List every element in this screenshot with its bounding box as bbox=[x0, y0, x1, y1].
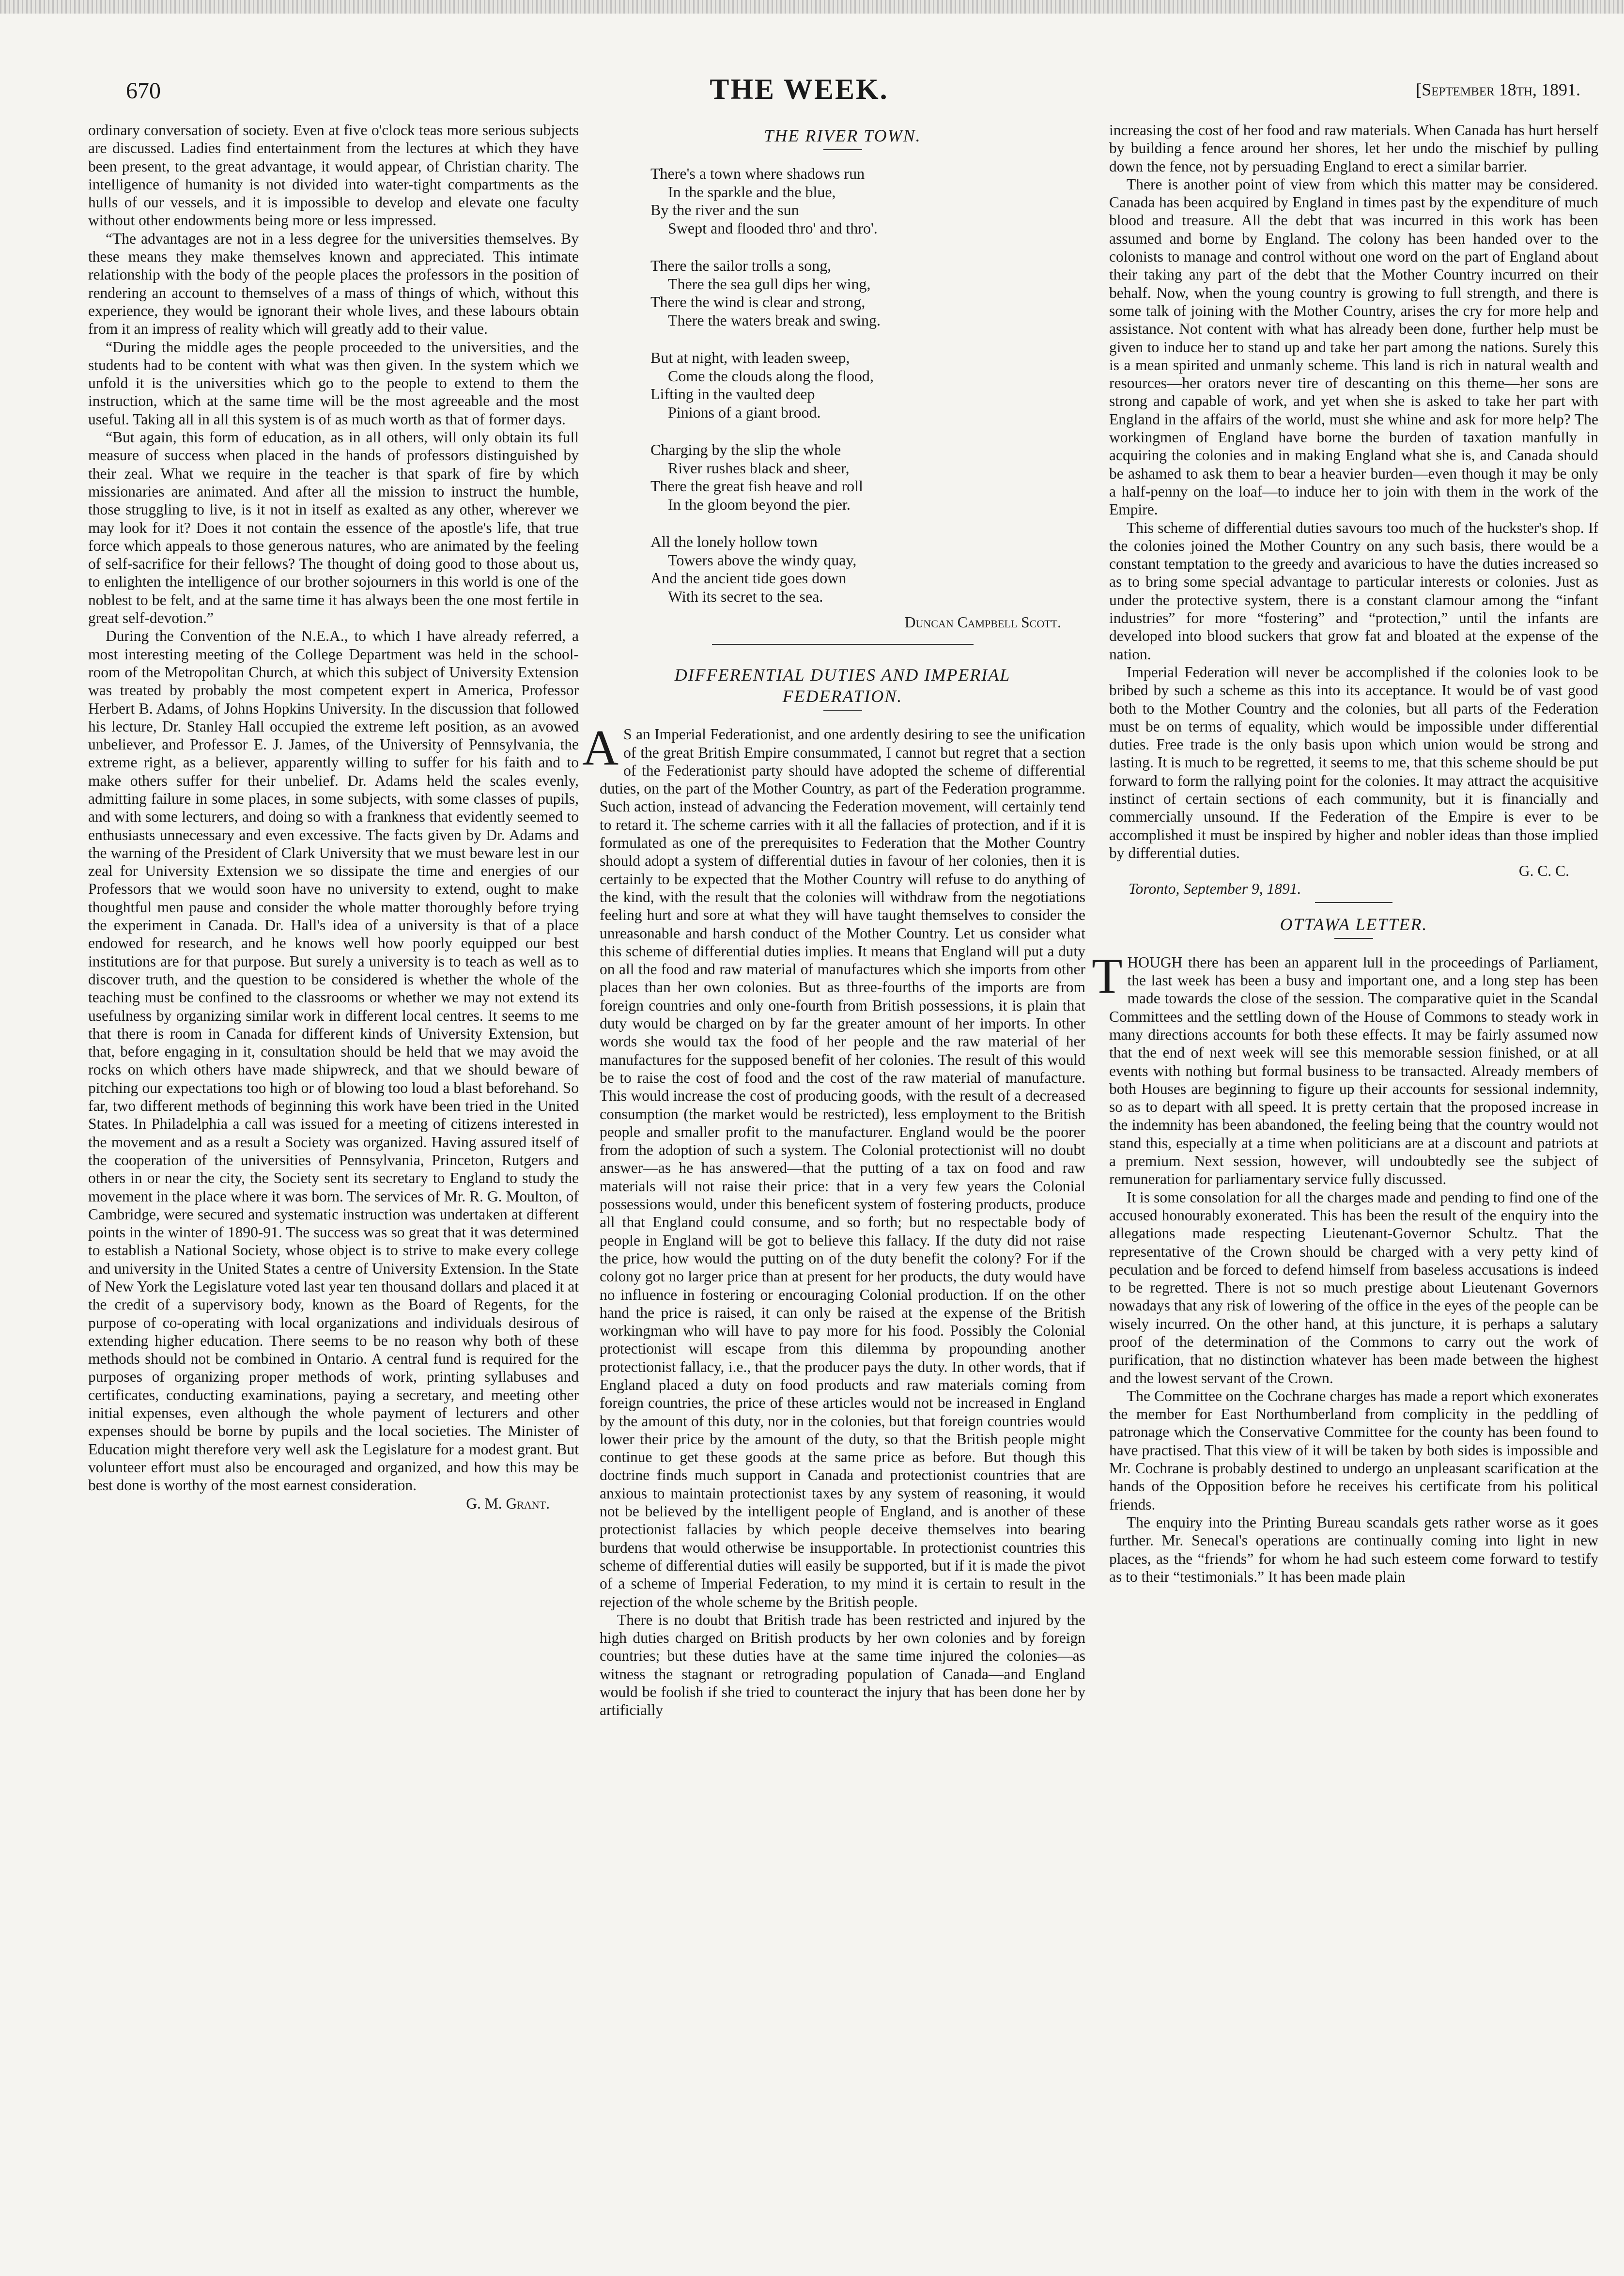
paragraph: “But again, this form of education, as in all others, will only obtain its full measure of success when placed in the hands of professors distinguished by their zeal. What we require in the teacher is that spark of fire by which missionaries are animated. And after all the mission to instruct the humble, those struggling to live, is it not in itself as exalted as any other, wherever we may look for it? Does it not contain the essence of the apostle's life, that true force which appeals to those generous natures, who are animated by the feeling of self-sacrifice for their fellows? The thought of doing good to those about us, to enlighten the intelligence of our brother sojourners in this world is one of the noblest to be felt, and at the same time it has always been the one most fertile in great self-devotion.” bbox=[88, 429, 579, 627]
poem-line: Swept and flooded thro' and thro'. bbox=[668, 219, 878, 237]
author-signature: G. C. C. bbox=[1518, 862, 1569, 880]
poem-line: There the waters break and swing. bbox=[668, 311, 881, 329]
paragraph: “During the middle ages the people proceeded to the universities, and the students had to be content with what was then given. In the system which we unfold it is the universities which go to the people to extend to them the instruction, which at the same time will be the most agreeable and the most useful. Taking all in all this system is of as much worth as that of former days. bbox=[88, 338, 579, 428]
column-right bbox=[1092, 121, 1598, 2262]
poem-line: Charging by the slip the whole bbox=[650, 441, 841, 458]
essay-title bbox=[600, 664, 1085, 707]
column-middle bbox=[582, 121, 1085, 2262]
page-header bbox=[0, 73, 1624, 111]
poem-line: There the sea gull dips her wing, bbox=[668, 275, 871, 293]
poem-stanza bbox=[650, 533, 1085, 606]
ottawa-title: OTTAWA LETTER. bbox=[1280, 914, 1428, 934]
poem-line: River rushes black and sheer, bbox=[668, 459, 850, 477]
poem-author: Duncan Campbell Scott. bbox=[904, 614, 1061, 631]
poem-stanza bbox=[650, 165, 1085, 237]
poem-line: Towers above the windy quay, bbox=[668, 551, 857, 569]
poem-stanza bbox=[650, 349, 1085, 421]
page-number: 670 bbox=[126, 78, 161, 104]
paragraph: “The advantages are not in a less degree for the universities themselves. By these means they make themselves known and appreciated. This intimate relationship with the body of the people places the professors in the position of rendering an account to themselves of a mass of things of which, without this experience, they would be ignorant their whole lives, and these labours obtain from it an impress of reality which will greatly add to their value. bbox=[88, 230, 579, 338]
paragraph: The Committee on the Cochrane charges has made a report which exonerates the member for East Northumberland from complicity in the peddling of patronage which the Conservative Committee for the county has been found to have practised. That this view of it will be taken by both sides is impossible and Mr. Cochrane is probably destined to undergo an unpleasant scarification at the hands of the Opposition before he receives his certificate from his political friends. bbox=[1109, 1387, 1598, 1513]
column-left bbox=[88, 121, 579, 2248]
poem bbox=[600, 165, 1085, 606]
paragraph: During the Convention of the N.E.A., to which I have already referred, a most interesting meeting of the College Department was held in the school-room of the Metropolitan Church, at which this subject of University Extension was treated by probably the most competent expert in America, Professor Herbert B. Adams, of Johns Hopkins University. In the discussion that followed his lecture, Dr. Stanley Hall occupied the extreme left position, as an avowed unbeliever, and Professor E. J. James, of the University of Pennsylvania, the extreme right, as a believer, apparently willing to suffer for his faith and to make others suffer for their unbelief. Dr. Adams held the scales evenly, admitting failure in some places, in some subjects, with some classes of pupils, and with some lecturers, and doing so with a frankness that evidently seemed to enthusiasts unnecessary and even excessive. The facts given by Dr. Adams and the warning of the President of Clark University that we must beware lest in our zeal for University Extension we so dissipate the time and energies of our Professors that we would soon have no university to extend, ought to make thoughtful men pause and consider the whole matter thoroughly before trying the experiment in Canada. Dr. Hall's idea of a university is that of a place endowed for research, and he knows well how poorly equipped our best institutions are for that purpose. But surely a university is to teach as well as to discover truth, and the question to be considered is whether the whole of the teaching must be confined to the classrooms or whether we may not extend its usefulness by organizing similar work in different local centres. It seems to me that there is room in Canada for different kinds of University Extension, but that, before engaging in it, consultation should be held that we may avoid the rocks on which others have made shipwreck, and that we should beware of pitching our expectations too high or of blowing too loud a blast beforehand. So far, two different methods of beginning this work have been tried in the United States. In Philadelphia a call was issued for a meeting of citizens interested in the movement and as a result a Society was organized. Having assured itself of the cooperation of the universities of Pennsylvania, Princeton, Rutgers and others in or near the city, the Society sent its secretary to England to study the movement in the place where it was born. The services of Mr. R. G. Moulton, of Cambridge, were secured and systematic instruction was undertaken at different points in the winter of 1890-91. The success was so great that it was determined to establish a National Society, whose object is to strive to make every college and university in the United States a centre of University Extension. In the State of New York the Legislature voted last year ten thousand dollars and placed it at the credit of a supervisory body, known as the Board of Regents, for the purpose of co-operating with local organizations and individuals desirous of extending higher education. There seems to be no reason why both of these methods should not be combined in Ontario. A central fund is required for the purposes of organizing proper methods of work, printing syllabuses and certificates, conducting examinations, paying a secretary, and meeting other initial expenses, even although the whole payment of lecturers and other expenses should be borne by pupils and the local societies. The Minister of Education might therefore very well ask the Legislature for a modest grant. But volunteer effort must also be encouraged and organized, and how this may be best done is worthy of the most earnest consideration. bbox=[88, 627, 579, 1494]
paragraph: The enquiry into the Printing Bureau scandals gets rather worse as it goes further. Mr. Senecal's operations are continually coming into light in new places, as the “friends” for whom he had such esteem come forward to testify as to their “testimonials.” It has been made plain bbox=[1109, 1513, 1598, 1585]
poem-stanza bbox=[650, 257, 1085, 329]
poem-line: By the river and the sun bbox=[650, 201, 799, 218]
drop-cap: T bbox=[1092, 948, 1123, 1004]
paragraph: ordinary conversation of society. Even at five o'clock teas more serious subjects are discussed. Ladies find entertainment from the lectures at which they have been present, to the great advantage, it would appear, of Christian charity. The intelligence of humanity is not divided into water-tight compartments as the hulls of our vessels, and it is impossible to develop and elevate one faculty without other endowments being more or less impressed. bbox=[88, 122, 579, 229]
paragraph: It is some consolation for all the charges made and pending to find one of the accused honourably exonerated. This has been the result of the enquiry into the allegations made respecting Lieutenant-Governor Schultz. That the representative of the Crown should be charged with a very petty kind of peculation and be forced to defend himself from baseless accusations is indeed to be regretted. There is not so much prestige about Lieutenant Governors nowadays that any risk of lowering of the office in the eyes of the people can be wisely incurred. On the other hand, at this juncture, it is perhaps a salutary proof of the determination of the Commons to carry out the work of purification, that no distinction whatever has been made between the highest and the lowest servant of the Crown. bbox=[1109, 1188, 1598, 1387]
poem-stanza bbox=[650, 441, 1085, 514]
poem-line: In the sparkle and the blue, bbox=[668, 183, 836, 201]
paragraph bbox=[1092, 948, 1598, 1188]
poem-line: But at night, with leaden sweep, bbox=[650, 349, 850, 366]
section-divider bbox=[712, 644, 974, 645]
poem-title: THE RIVER TOWN. bbox=[764, 126, 921, 145]
poem-line: There the great fish heave and roll bbox=[650, 477, 863, 495]
paragraph: increasing the cost of her food and raw materials. When Canada has hurt herself by building a fence around her shores, let her undo the mischief by pulling down the fence, not by persuading England to erect a similar barrier. bbox=[1109, 122, 1598, 175]
essay-title-line: DIFFERENTIAL DUTIES AND IMPERIAL bbox=[674, 665, 1011, 685]
paragraph: Imperial Federation will never be accomplished if the colonies look to be bribed by such a scheme as this into its acceptance. It would be of vast good both to the Mother Country and the colonies, but all parts of the Federation must be on terms of equality, which would be impossible under differential duties. Free trade is the only basis upon which union would be strong and lasting. It is much to be regretted, it seems to me, that this scheme should be put forward to form the rallying point for the colonies. It may attract the acquisitive instinct of certain sections of each community, but it is financially and commercially unsound. If the Federation of the Empire is ever to be accomplished it must be inspired by higher and nobler ideas than those implied by differential duties. bbox=[1109, 663, 1598, 861]
section-divider bbox=[1315, 902, 1392, 903]
poem-line: And the ancient tide goes down bbox=[650, 569, 847, 587]
paragraph: There is another point of view from which this matter may be considered. Canada has been acquired by England in times past by the expenditure of much blood and treasure. All the debt that was incurred in this work has been assumed and borne by England. The colony has been handed over to the colonists to manage and control without one word on the part of England about their taking any part of the debt that the Mother Country incurred on their behalf. Now, when the young country is growing to full strength, and there is some talk of joining with the Mother Country, arises the cry for more help and assistance. Not content with what has already been done, further help must be given to induce her to stand up and take her part among the nations. Surely this is a mean spirited and unmanly scheme. This land is rich in natural wealth and resources—her orators never tire of descanting on this theme—her sons are strong and capable of work, and yet when she is asked to take her part with England in the affairs of the world, must she whine and ask for more help? The workingmen of England have borne the burden of taxation manfully in acquiring the colonies and in making England what she is, and Canada should be ashamed to ask them to bear a heavier burden—even though it may be only a half-penny on the loaf—to induce her to join with them in the work of the Empire. bbox=[1109, 175, 1598, 518]
author-signature: G. M. Grant. bbox=[466, 1495, 550, 1512]
paragraph bbox=[582, 720, 1085, 1611]
issue-date: [September 18th, 1891. bbox=[1416, 80, 1580, 99]
title-rule bbox=[1334, 938, 1373, 939]
title-rule bbox=[823, 149, 862, 150]
scan-edge-band bbox=[0, 0, 1624, 14]
poem-line: Come the clouds along the flood, bbox=[668, 367, 874, 385]
poem-line: With its secret to the sea. bbox=[668, 587, 823, 605]
poem-line: Lifting in the vaulted deep bbox=[650, 385, 815, 403]
poem-line: In the gloom beyond the pier. bbox=[668, 495, 851, 513]
paragraph: There is no doubt that British trade has been restricted and injured by the high duties charged on British products by her own colonies and by foreign countries; but these duties have at the same time injured the colonies—as witness the stagnant or retrograding population of Canada—and England would be foolish if she tried to counteract the injury that has been done her by artificially bbox=[600, 1611, 1085, 1719]
drop-cap: A bbox=[582, 720, 619, 776]
title-rule bbox=[823, 710, 862, 711]
essay-title-line: FEDERATION. bbox=[782, 686, 903, 706]
poem-line: There the wind is clear and strong, bbox=[650, 293, 866, 311]
paragraph-text: HOUGH there has been an apparent lull in the proceedings of Parliament, the last week has been a busy and important one, and a long step has been made towards the close of the session. The comparative quiet in the Scandal Committees and the settling down of the House of Commons to steady work in many directions accounts for both these effects. It may be fairly assumed now that the end of next week will see this memorable session finished, or at all events with nothing but formal business to be transacted. Already members of both Houses are beginning to figure up their accounts for sessional indemnity, so as to depart with all speed. It is pretty certain that the proposed increase in the indemnity has been abandoned, the feeling being that the country would not stand this, especially at a time when politicians are at a discount and patriots at a premium. Next session, however, will undoubtedly see the subject of remuneration for parliamentary service fully discussed. bbox=[1109, 953, 1598, 1188]
poem-line: There's a town where shadows run bbox=[650, 165, 865, 182]
poem-line: All the lonely hollow town bbox=[650, 533, 818, 550]
poem-line: There the sailor trolls a song, bbox=[650, 257, 832, 274]
paragraph-text: S an Imperial Federationist, and one ardently desiring to see the unification of the great British Empire consummated, I cannot but regret that a section of the Federationist party should have adopted the scheme of differential duties, on the part of the Mother Country, as part of the Federation programme. Such action, instead of advancing the Federation movement, will certainly tend to retard it. The scheme carries with it all the fallacies of protection, and if it is formulated as one of the prerequisites to Federation that the Mother Country should adopt a system of differential duties in favour of her colonies, then it is certainly to be expected that the Mother Country will refuse to do anything of the kind, with the result that the colonies will withdraw from the negotiations feeling hurt and sore at what they will have taught themselves to consider the unreasonable and harsh conduct of the Mother Country. Let us consider what this scheme of differential duties implies. It means that England will put a duty on all the food and raw material of manufactures which she imports from other places than her own colonies. But as three-fourths of the imports are from foreign countries and only one-fourth from British possessions, it is plain that duty would be charged on by far the greater amount of her imports. In other words she would tax the food of her people and the raw material of her manufactures for the supposed benefit of her colonies. The result of this would be to raise the cost of food and the cost of the raw material of manufacture. This would increase the cost of producing goods, with the result of a decreased consumption (the market would be restricted), less employment to the British people and smaller profit to the manufacturer. England would be the poorer from the adoption of such a system. The Colonial protectionist will no doubt answer—as he has answered—that the putting of a tax on food and raw materials will not raise their price: that in a very few years the Colonial possessions would, under this beneficent system of fostering products, produce all that England could consume, and so forth; but no respectable body of people in England will be got to believe this fallacy. If the duty did not raise the price, how would the putting on of the duty benefit the colony? For if the colony got no larger price than at present for her products, the duty would have no influence in fostering or encouraging Colonial production. If on the other hand the price is raised, it can only be raised at the expense of the British workingman who will have to pay more for his food. Possibly the Colonial protectionist will escape from this dilemma by propounding another protectionist fallacy, i.e., that the producer pays the duty. In other words, that if England placed a duty on food products and raw materials coming from foreign countries, the price of these articles would not be increased in England by the amount of this duty, nor in the colonies, but that foreign countries would lower their price by the amount of the duty, so that the British people might continue to get these goods at the same price as before. But though this doctrine finds much support in Canada and protectionist countries that are anxious to maintain protectionist taxes by any system of reasoning, it would not be believed by the intelligent people of England, and is another of these protectionist fallacies by which people deceive themselves into bearing burdens that would otherwise be insupportable. In protectionist countries this scheme of differential duties will easily be supported, but if it is made the pivot of a scheme of Imperial Federation, to my mind it is certain to result in the rejection of the whole scheme by the British people. bbox=[600, 726, 1085, 1610]
masthead: THE WEEK. bbox=[710, 73, 889, 105]
paragraph: This scheme of differential duties savours too much of the huckster's shop. If the colonies joined the Mother Country on any such basis, there would be a constant temptation to the greedy and avaricious to have the duties increased so as to bring some special advantage to particular interests or colonies. Just as under the protective system, there is a constant clamour among the “infant industries” for more “fostering” and “protection,” until the infants are developed into blood suckers that grow fat and bloated at the expense of the nation. bbox=[1109, 519, 1598, 663]
dateline: Toronto, September 9, 1891. bbox=[1129, 880, 1301, 898]
poem-line: Pinions of a giant brood. bbox=[668, 403, 821, 421]
